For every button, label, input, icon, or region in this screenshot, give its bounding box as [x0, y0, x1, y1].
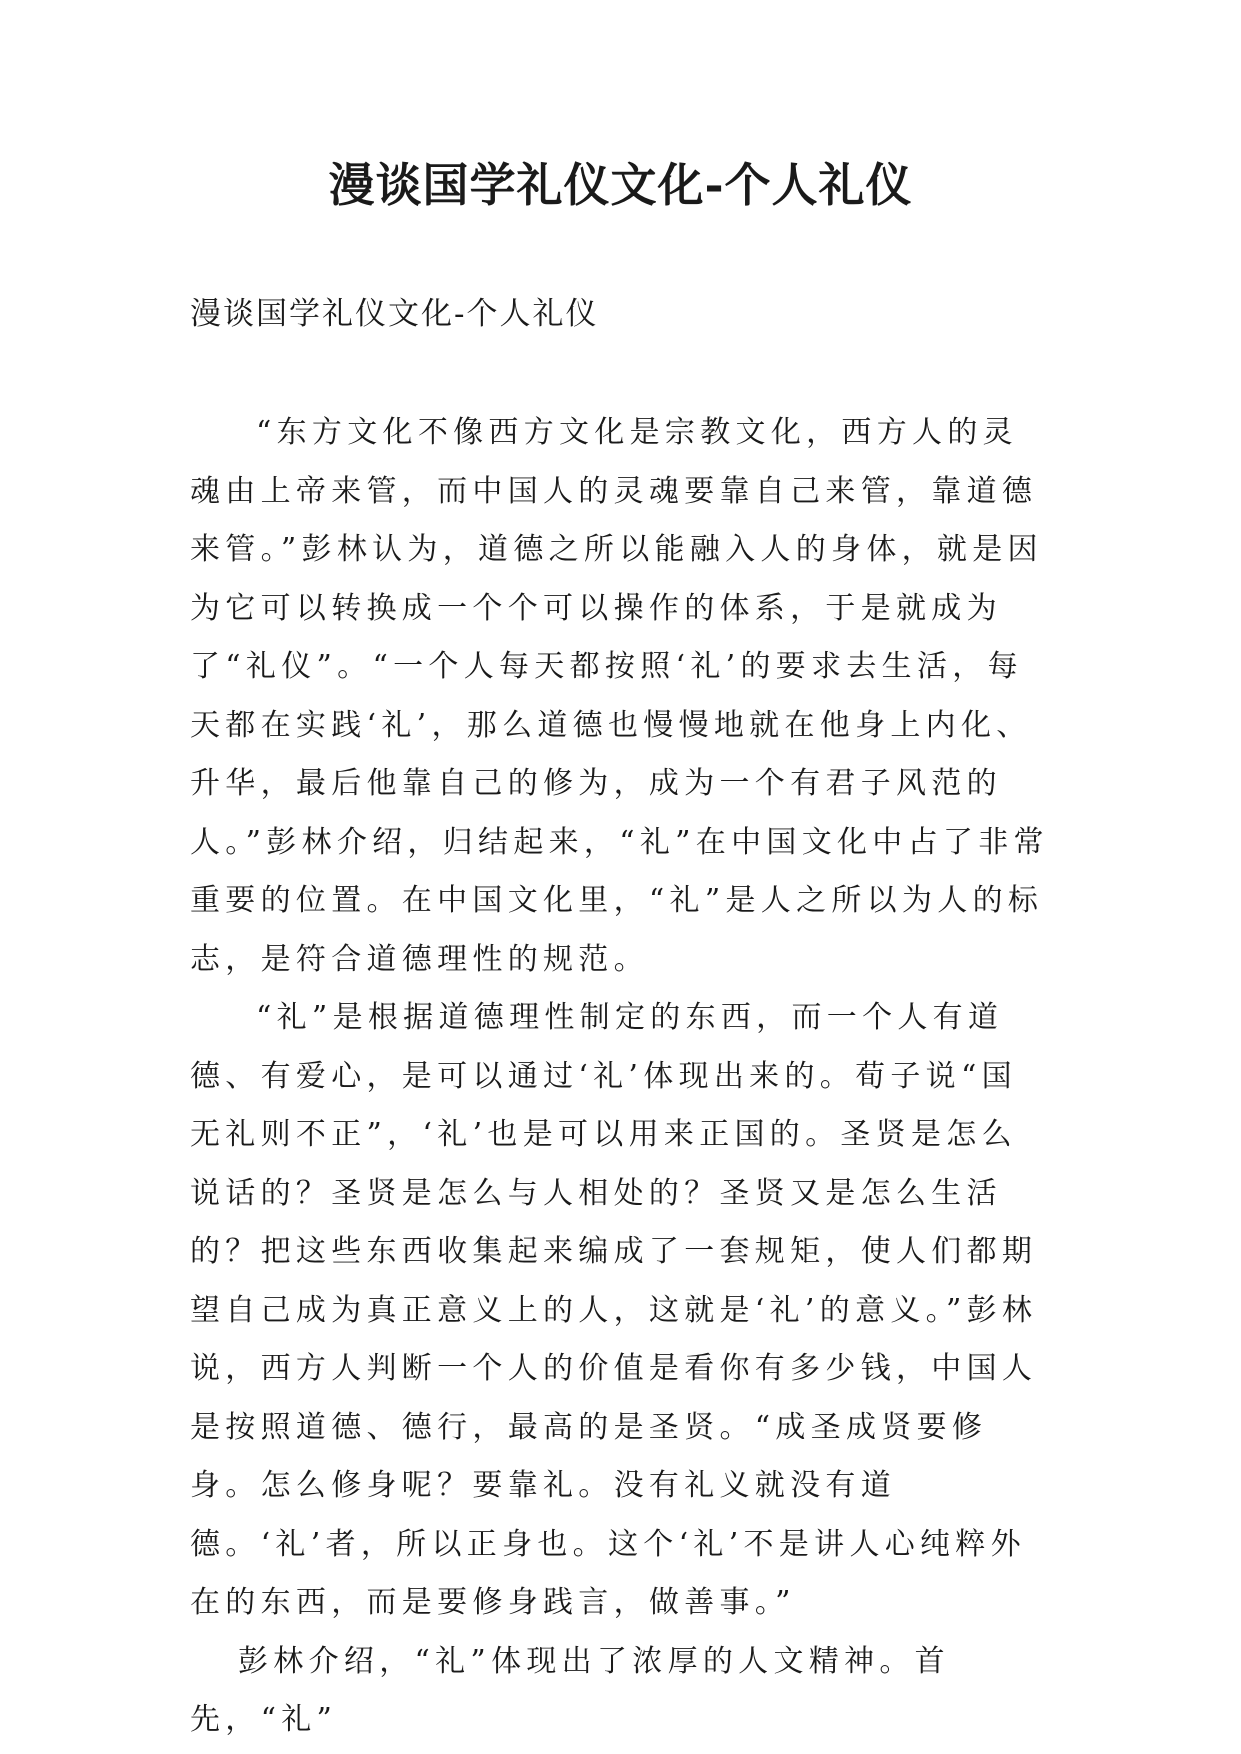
paragraph: “礼”是根据道德理性制定的东西，而一个人有道德、有爱心，是可以通过‘礼’体现出来的。荀子说“国无礼则不正”，‘礼’也是可以用来正国的。圣贤是怎么说话的？圣贤是怎么与人相处的？圣贤又是怎么生活的？把这些东西收集起来编成了一套规矩，使人们都期望自己成为真正意义上的人，这就是‘礼’的意义。”彭林说，西方人判断一个人的价值是看你有多少钱，中国人是按照道德、德行，最高的是圣贤。“成圣成贤要修身。怎么修身呢？要靠礼。没有礼义就没有道德。‘礼’者，所以正身也。这个‘礼’不是讲人心纯粹外在的东西，而是要修身践言，做善事。”: [190, 1000, 1038, 1620]
document-title: 漫谈国学礼仪文化-个人礼仪: [328, 158, 913, 212]
paragraph: 彭林介绍，“礼”体现出了浓厚的人文精神。首先，“礼”: [190, 1643, 950, 1737]
paragraph: “东方文化不像西方文化是宗教文化，西方人的灵魂由上帝来管，而中国人的灵魂要靠自己来管，靠道德来管。”彭林认为，道德之所以能融入人的身体，就是因为它可以转换成一个个可以操作的体系，于是就成为了“礼仪”。“一个人每天都按照‘礼’的要求去生活，每天都在实践‘礼’，那么道德也慢慢地就在他身上内化、升华，最后他靠自己的修为，成为一个有君子风范的人。”彭林介绍，归结起来，“礼”在中国文化中占了非常重要的位置。在中国文化里，“礼”是人之所以为人的标志，是符合道德理性的规范。: [190, 415, 1049, 977]
document-subtitle: 漫谈国学礼仪文化-个人礼仪: [190, 296, 599, 332]
document-body: [190, 404, 1052, 1750]
